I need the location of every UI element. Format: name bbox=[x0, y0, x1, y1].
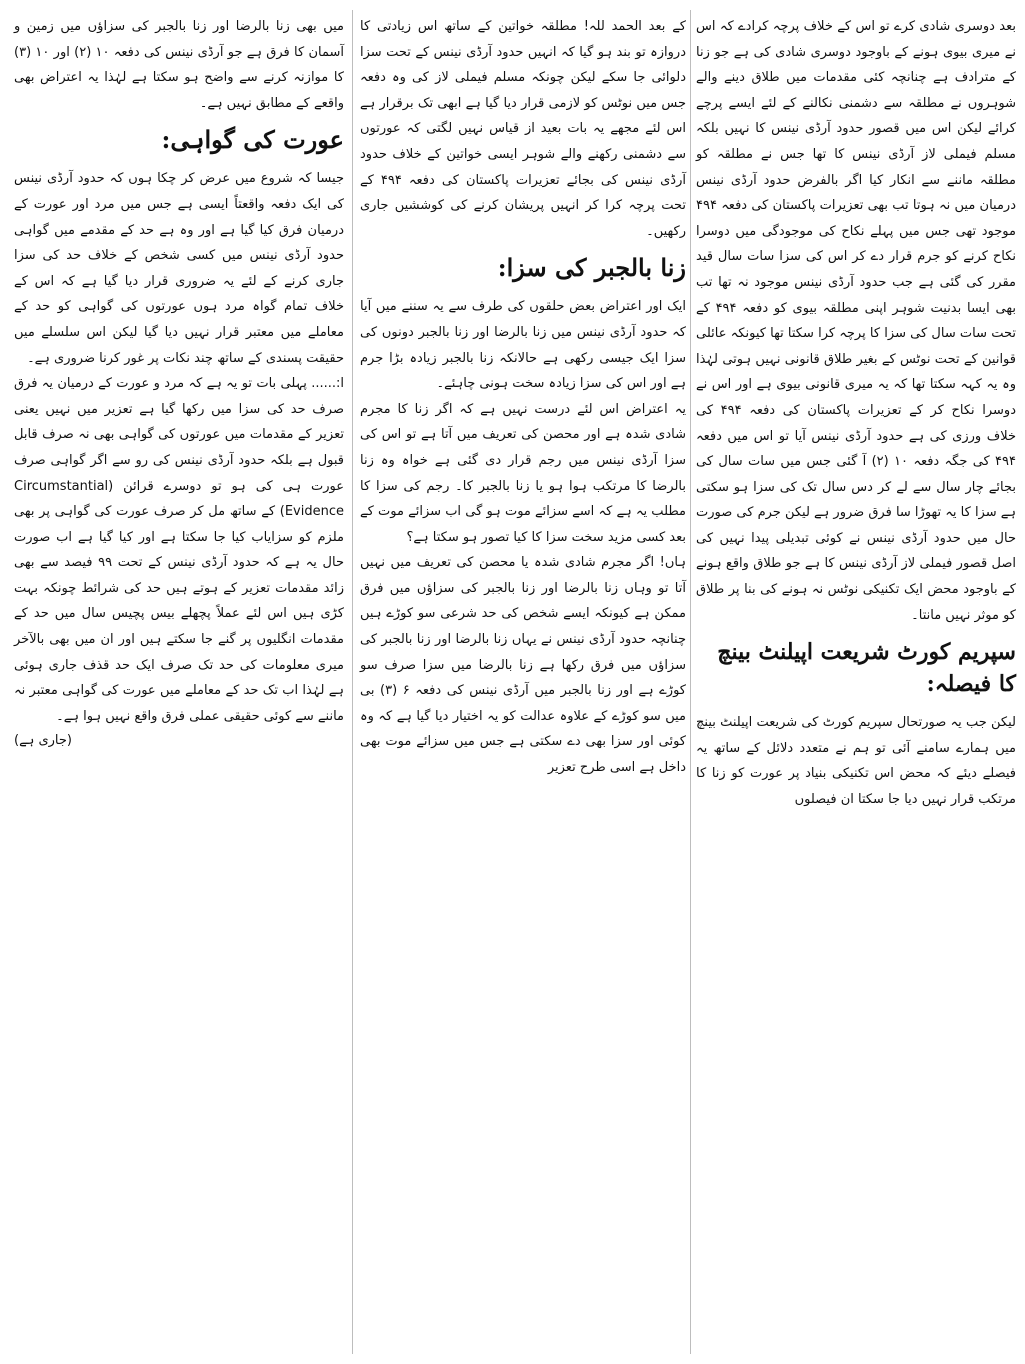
paragraph: لیکن جب یہ صورتحال سپریم کورٹ کی شریعت اپیلنٹ بینچ میں ہمارے سامنے آئی تو ہم نے متعدد دلائل کے ساتھ یہ فیصلے دیئے کہ محض اس تکنیکی بنیاد پر عورت کو زنا کا مرتکب قرار نہیں دیا جا سکتا ان فیصلوں bbox=[696, 715, 1016, 808]
section-heading-rape-punishment: زنا بالجبر کی سزا: bbox=[497, 253, 686, 283]
paragraph: ایک اور اعتراض بعض حلقوں کی طرف سے یہ سننے میں آیا کہ حدود آرڈی نینس میں زنا بالرضا اور زنا بالجبر دونوں کی سزا ایک جیسی رکھی ہے حالانکہ زنا بالجبر زیادہ بڑا جرم ہے اور اس کی سزا زیادہ سخت ہونی چاہئے۔ bbox=[360, 299, 686, 392]
column-divider bbox=[690, 10, 691, 1354]
paragraph: میں بھی زنا بالرضا اور زنا بالجبر کی سزاؤں میں زمین و آسمان کا فرق ہے جو آرڈی نینس کی دفعہ ۱۰ (۲) اور ۱۰ (۳) کا موازنہ کرنے سے واضح ہو سکتا ہے لہٰذا یہ اعتراض بھی واقعے کے مطابق نہیں ہے۔ bbox=[14, 19, 344, 111]
paragraph: ہاں! اگر مجرم شادی شدہ یا محصن کی تعریف میں نہیں آتا تو وہاں زنا بالرضا اور زنا بالجبر کی سزاؤں میں فرق ممکن ہے کیونکہ ایسے شخص کی حد شرعی سو کوڑے ہیں چنانچہ حدود آرڈی نینس نے یہاں زنا بالرضا اور زنا بالجبر کی سزاؤں میں فرق رکھا ہے زنا بالرضا میں سزا صرف سو کوڑے ہے اور زنا بالجبر میں آرڈی نینس کی دفعہ ۶ (۳) بی میں سو کوڑے کے علاوہ عدالت کو یہ اختیار دیا گیا ہے کہ وہ کوئی اور سزا بھی دے سکتی ہے جس میں سزائے موت بھی داخل ہے اسی طرح تعزیر bbox=[360, 555, 686, 776]
column-divider bbox=[352, 10, 353, 1354]
section-heading-womens-testimony: عورت کی گواہی: bbox=[161, 125, 344, 155]
paragraph: جیسا کہ شروع میں عرض کر چکا ہوں کہ حدود آرڈی نینس کی ایک دفعہ واقعتاً ایسی ہے جس میں مرد اور عورت کے درمیان فرق کیا گیا ہے اور وہ ہے حد کے مقدمے میں گواہی حدود آرڈی نینس میں کسی شخص کے خلاف حد کی سزا جاری کرنے کے لئے یہ ضروری قرار دیا گیا ہے کہ اس کے خلاف تمام گواہ مرد ہوں عورتوں کی گواہی کو حد کے معاملے میں معتبر قرار نہیں دیا گیا لیکن اس سلسلے میں حقیقت پسندی کے ساتھ چند نکات پر غور کرنا ضروری ہے۔ bbox=[14, 171, 344, 366]
paragraph: یہ اعتراض اس لئے درست نہیں ہے کہ اگر زنا کا مجرم شادی شدہ ہے اور محصن کی تعریف میں آتا ہے تو اس کی سزا آرڈی نینس میں رجم قرار دی گئی ہے خواہ وہ زنا بالرضا کا مرتکب ہوا ہو یا زنا بالجبر کا۔ رجم کی سزا کا مطلب یہ ہے کہ اسے سزائے موت ہو گی اب سزائے موت کے بعد کسی مزید سخت سزا کا کیا تصور ہو سکتا ہے؟ bbox=[360, 401, 686, 545]
column-middle bbox=[360, 14, 686, 1350]
paragraph: بعد دوسری شادی کرے تو اس کے خلاف پرچہ کرادے کہ اس نے میری بیوی ہونے کے باوجود دوسری شادی کی ہے جو زنا کے مترادف ہے چنانچہ کئی مقدمات میں طلاق دینے والے شوہروں نے مطلقہ سے دشمنی نکالنے کے لئے ایسے پرچے کرائے لیکن اس میں قصور حدود آرڈی نینس کا نہیں بلکہ مسلم فیملی لاز آرڈی نینس کا تھا جس نے مطلقہ کو مطلقہ ماننے سے انکار کیا اگر بالفرض حدود آرڈی نینس درمیان میں نہ ہوتا تب بھی تعزیرات پاکستان کی دفعہ ۴۹۴ موجود تھی جس میں پہلے نکاح کی موجودگی میں دوسرا نکاح کرنے کو جرم قرار دے کر اس کی سزا سات سال قید مقرر کی گئی ہے جب حدود آرڈی نینس موجود نہ تھا تب بھی ایسا بدنیت شوہر اپنی مطلقہ بیوی کو دفعہ ۴۹۴ کے تحت سات سال کی سزا کا پرچہ کرا سکتا تھا کیونکہ عائلی قوانین کے تحت نوٹس کے بغیر طلاق قانونی نہیں ہوتی لہٰذا وہ یہ کہہ سکتا تھا کہ یہ میری قانونی بیوی ہے اور اس نے دوسرا نکاح کر کے تعزیرات پاکستان کی دفعہ ۴۹۴ کی خلاف ورزی کی ہے حدود آرڈی نینس آیا تو اس میں دفعہ ۴۹۴ کی جگہ دفعہ ۱۰ (۲) آ گئی جس میں سات سال کی بجائے چار سال سے لے کر دس سال تک کی سزا ہو سکتی ہے سزا کا یہ تھوڑا سا فرق ضرور ہے لیکن جرم کی صورت حال میں حدود آرڈی نینس نے کوئی تبدیلی پیدا نہیں کی اصل قصور فیملی لاز آرڈی نینس کا ہے جو طلاق واقع ہونے کے باوجود محض ایک تکنیکی نوٹس نہ ہونے کی بنا پر طلاق کو موثر نہیں مانتا۔ bbox=[696, 19, 1016, 623]
column-right bbox=[696, 14, 1016, 1350]
continued-note: (جاری ہے) bbox=[14, 733, 72, 749]
paragraph: ا:...... پہلی بات تو یہ ہے کہ مرد و عورت کے درمیان یہ فرق صرف حد کی سزا میں رکھا گیا ہے تعزیر میں نہیں یعنی تعزیر کے مقدمات میں عورتوں کی گواہی بھی نہ صرف قابل قبول ہے بلکہ حدود آرڈی نینس کی رو سے اگر گواہی صرف عورت ہی کی ہو تو دوسرے قرائن (Circumstantial Evidence) کے ساتھ مل کر صرف عورت کی گواہی پر بھی ملزم کو سزایاب کیا جا سکتا ہے اور کیا گیا ہے اب صورت حال یہ ہے کہ حدود آرڈی نینس کے تحت ۹۹ فیصد سے بھی زائد مقدمات تعزیر کے ہوتے ہیں حد کی شرائط چونکہ بہت کڑی ہیں اس لئے عملاً پچھلے بیس پچیس سال میں حد کے مقدمات انگلیوں پر گنے جا سکتے ہیں اور ان میں بھی بالآخر میری معلومات کی حد تک صرف ایک حد قذف جاری ہوئی ہے لہٰذا اب تک حد کے معاملے میں عورت کی گواہی معتبر نہ ماننے سے کوئی حقیقی عملی فرق واقع نہیں ہوا ہے۔ bbox=[14, 376, 344, 724]
section-heading-supreme-court: سپریم کورٹ شریعت اپیلنٹ بینچ کا فیصلہ: bbox=[717, 639, 1016, 698]
column-left bbox=[14, 14, 344, 1350]
paragraph: کے بعد الحمد للہ! مطلقہ خواتین کے ساتھ اس زیادتی کا دروازہ تو بند ہو گیا کہ انہیں حدود آرڈی نینس کے تحت سزا دلوائی جا سکے لیکن چونکہ مسلم فیملی لاز کی وہ دفعہ جس میں نوٹس کو لازمی قرار دیا گیا ہے ابھی تک برقرار ہے اس لئے مجھے یہ بات بعید از قیاس نہیں لگتی کہ عورتوں سے دشمنی رکھنے والے شوہر ایسی خواتین کے خلاف حدود آرڈی نینس کی بجائے تعزیرات پاکستان کی دفعہ ۴۹۴ کے تحت پرچہ کرا کر انہیں پریشان کرنے کی کوششیں جاری رکھیں۔ bbox=[360, 19, 686, 239]
